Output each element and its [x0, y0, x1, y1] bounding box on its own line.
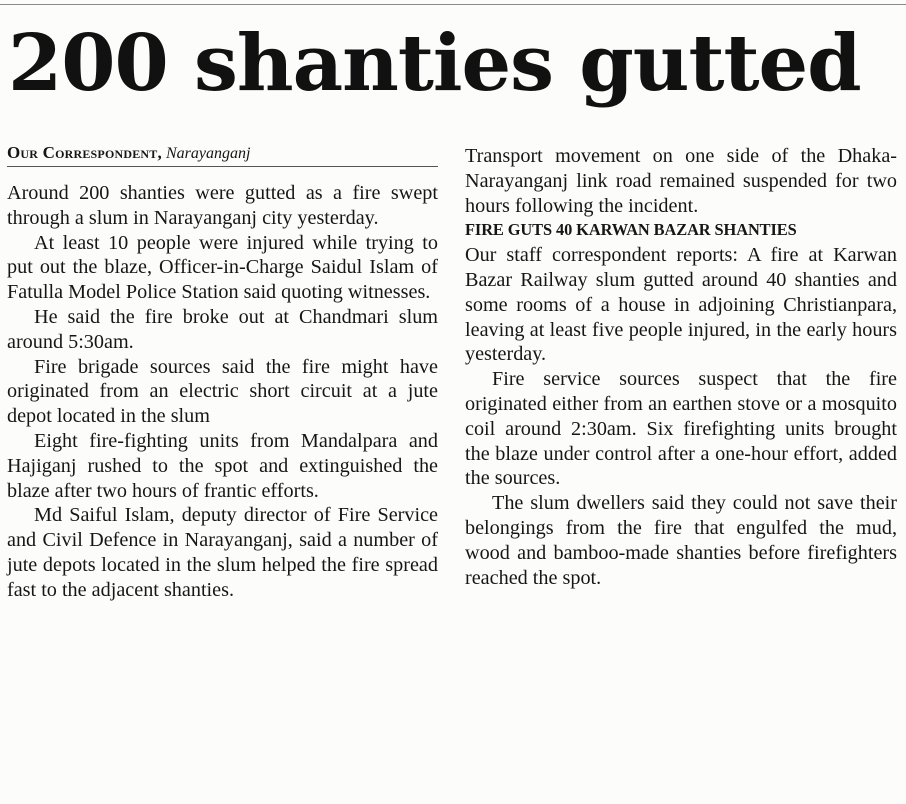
right-column	[465, 144, 897, 590]
paragraph: Our staff correspondent reports: A fire at Karwan Bazar Railway slum gutted around 40 shanties and some rooms of a house in adjoining Christianpara, leaving at least five people injured, in the early hours yesterday.	[465, 244, 897, 366]
top-rule	[0, 4, 906, 5]
subheading: FIRE GUTS 40 KARWAN BAZAR SHANTIES	[465, 220, 797, 240]
paragraph: The slum dwellers said they could not save their belongings from the fire that engulfed the mud, wood and bamboo-made shanties before firefighters reached the spot.	[465, 492, 897, 589]
paragraph-continuation: Transport movement on one side of the Dhaka-Narayanganj link road remained suspended for two hours following the incident.	[465, 145, 897, 217]
paragraph: He said the fire broke out at Chandmari slum around 5:30am.	[7, 305, 438, 353]
paragraph: Md Saiful Islam, deputy director of Fire Service and Civil Defence in Narayanganj, said a number of jute depots located in the slum helped the fire spread fast to the adjacent shanties.	[7, 504, 438, 601]
paragraph: Fire brigade sources said the fire might have originated from an electric short circuit at a jute depot located in the slum	[7, 355, 438, 428]
byline	[7, 142, 438, 167]
paragraph: At least 10 people were injured while trying to put out the blaze, Officer-in-Charge Saidul Islam of Fatulla Model Police Station said quoting witnesses.	[7, 231, 438, 304]
paragraph: Eight fire-fighting units from Mandalpara and Hajiganj rushed to the spot and extinguished the blaze after two hours of frantic efforts.	[7, 429, 438, 502]
byline-name: Our Correspondent,	[7, 143, 162, 162]
byline-place: Narayanganj	[165, 145, 251, 162]
paragraph: Around 200 shanties were gutted as a fire swept through a slum in Narayanganj city yesterday.	[7, 182, 438, 229]
left-column	[7, 142, 438, 603]
headline: 200 shanties gutted	[8, 18, 861, 109]
paragraph: Fire service sources suspect that the fire originated either from an earthen stove or a mosquito coil around 2:30am. Six firefighting units brought the blaze under control after a one-hour effort, added the sources.	[465, 368, 897, 490]
